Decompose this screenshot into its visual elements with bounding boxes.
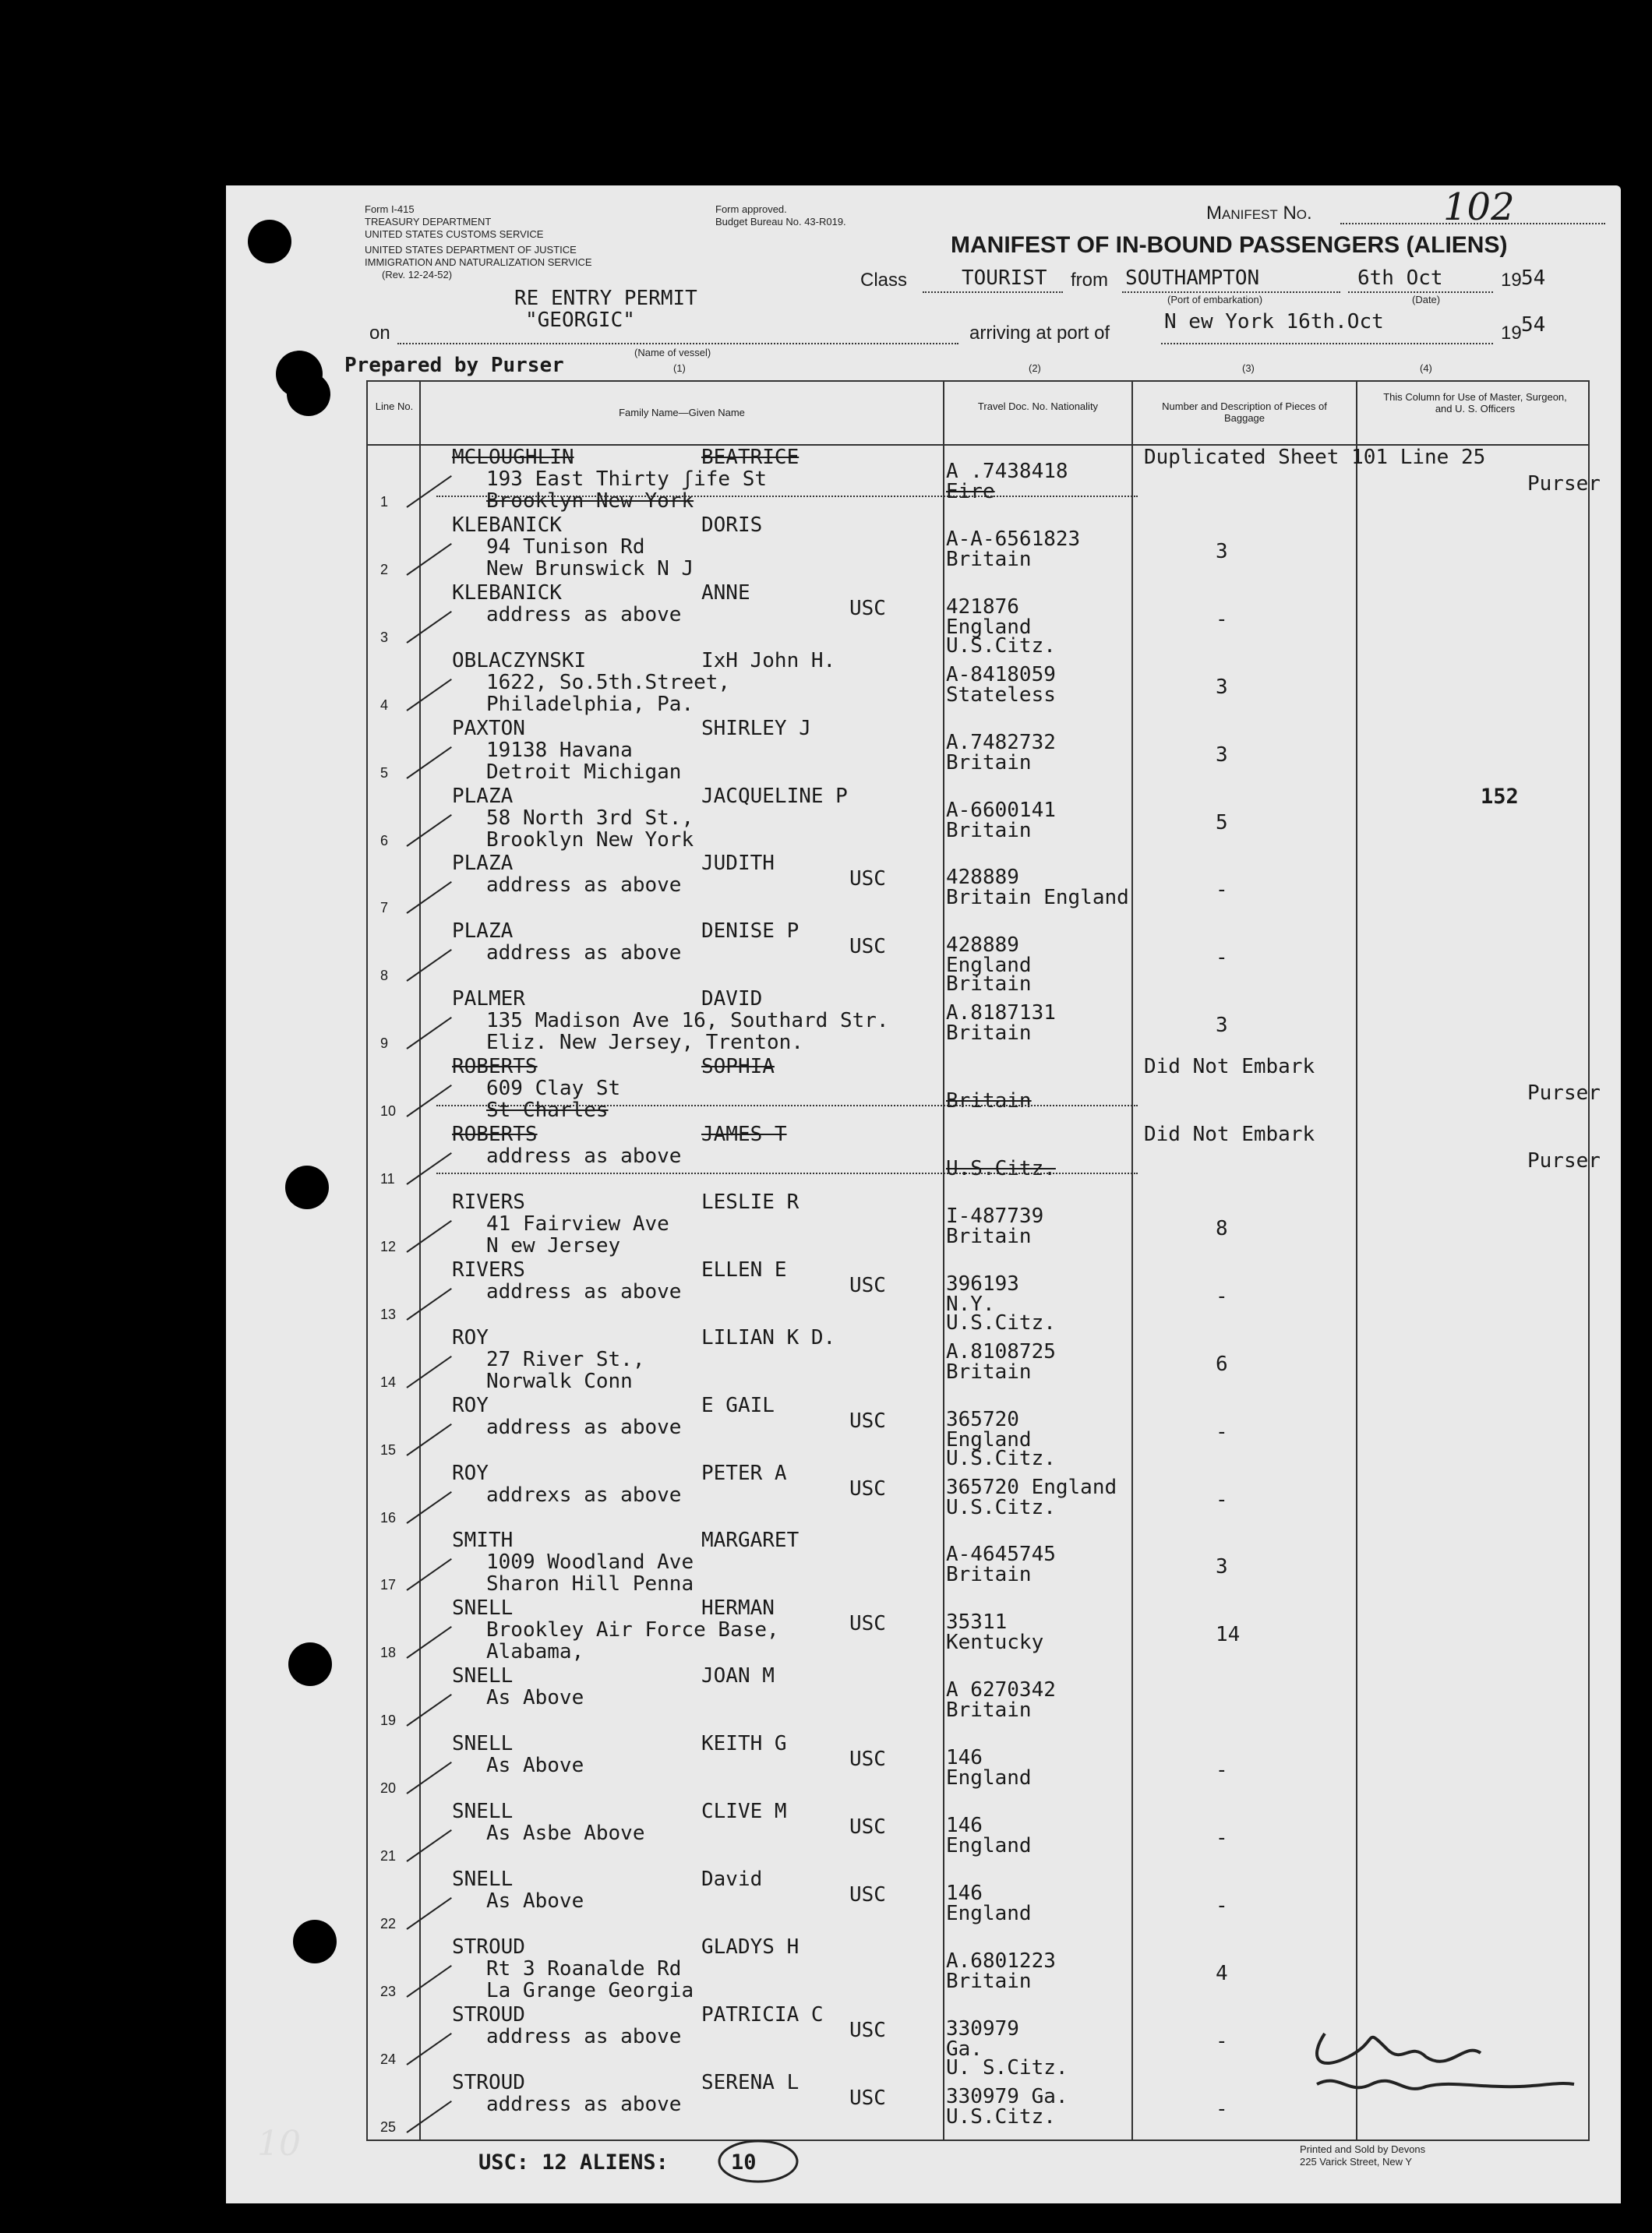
address-line-1: address as above — [486, 2024, 682, 2048]
address-line-1: 1622, So.5th.Street, — [486, 670, 731, 694]
nationality: England — [946, 1834, 1032, 1857]
year-value: 54 — [1521, 266, 1546, 290]
address-line-1: address as above — [486, 1279, 682, 1303]
col-header-officers: This Column for Use of Master, Surgeon, and U. S. Officers — [1383, 391, 1567, 414]
col-number-1: (1) — [673, 362, 686, 374]
given-name: SHIRLEY J — [701, 716, 811, 740]
family-name: PLAZA — [452, 852, 514, 876]
travel-doc-no: 146 — [946, 1814, 983, 1837]
nationality: Ga. — [946, 2037, 983, 2061]
travel-doc-no: A 6270342 — [946, 1678, 1056, 1702]
address-line-1: As Above — [486, 1754, 584, 1778]
line-number: 9 — [380, 1035, 389, 1052]
baggage: - — [1216, 2097, 1228, 2121]
line-number: 8 — [380, 968, 389, 984]
nationality: U.S.Citz. — [946, 2104, 1056, 2129]
travel-doc-no: 428889 — [946, 866, 1019, 890]
nationality: Eire — [946, 480, 995, 503]
baggage: - — [1216, 1893, 1228, 1917]
given-name: PETER A — [701, 1461, 787, 1485]
baggage: Did Not Embark — [1144, 1055, 1315, 1079]
punch-hole — [248, 220, 291, 263]
family-name: ROY — [452, 1393, 489, 1417]
given-name: ELLEN E — [701, 1258, 787, 1282]
dept-line: TREASURY DEPARTMENT — [365, 216, 492, 228]
date-caption: (Date) — [1412, 294, 1441, 305]
address-line-1: address as above — [486, 941, 682, 965]
travel-doc-no: A.6801223 — [946, 1949, 1056, 1973]
col-header-name: Family Name—Given Name — [619, 407, 745, 418]
family-name: STROUD — [452, 1935, 525, 1959]
family-name: ROBERTS — [452, 1123, 538, 1146]
form-number: Form I-415 — [365, 203, 415, 215]
address-line-2: Philadelphia, Pa. — [486, 692, 694, 716]
family-name: OBLACZYNSKI — [452, 648, 587, 672]
totals-label: USC: 12 ALIENS: — [478, 2150, 669, 2175]
on-label: on — [369, 323, 390, 344]
address-line-1: As Above — [486, 1889, 584, 1913]
vessel-line-1: RE ENTRY PERMIT — [514, 287, 697, 310]
officer-note: 152 — [1481, 784, 1519, 809]
nationality-note: U.S.Citz. — [946, 633, 1056, 658]
travel-doc-no: 428889 — [946, 933, 1019, 958]
table-bottom-rule — [366, 2140, 1590, 2141]
class-value: TOURIST — [962, 266, 1047, 290]
address-line-2: La Grange Georgia — [486, 1978, 694, 2002]
line-number: 12 — [380, 1238, 397, 1254]
class-label: Class — [860, 270, 908, 291]
nationality: Britain — [946, 1563, 1032, 1587]
given-name: MARGARET — [701, 1529, 800, 1553]
nationality: N.Y. — [946, 1292, 995, 1316]
baggage: Duplicated Sheet 101 Line 25 — [1144, 446, 1486, 469]
baggage: - — [1216, 1759, 1228, 1783]
travel-doc-no: I-487739 — [946, 1204, 1044, 1228]
date-value: 6th Oct — [1357, 266, 1443, 290]
given-name: DORIS — [701, 513, 763, 537]
nationality: Britain England — [946, 886, 1129, 910]
baggage: 3 — [1216, 539, 1228, 563]
year-value-2: 54 — [1521, 313, 1546, 337]
dept-line: UNITED STATES CUSTOMS SERVICE — [365, 228, 544, 240]
family-name: PALMER — [452, 987, 525, 1011]
col-header-baggage: Number and Description of Pieces of Baggage — [1162, 400, 1327, 424]
vessel-caption: (Name of vessel) — [634, 347, 711, 358]
table-top-rule — [366, 380, 1590, 382]
family-name: ROY — [452, 1325, 489, 1349]
address-line-1: 58 North 3rd St., — [486, 806, 694, 830]
line-number: 13 — [380, 1306, 397, 1322]
nationality: U.S.Citz. — [946, 1495, 1056, 1519]
given-name: JAMES T — [701, 1123, 787, 1146]
nationality-note: Britain — [946, 972, 1032, 997]
address-line-2: Norwalk Conn — [486, 1369, 633, 1393]
given-name: ANNE — [701, 580, 750, 605]
nationality-note: U.S.Citz. — [946, 1311, 1056, 1335]
given-name: LILIAN K D. — [701, 1325, 836, 1349]
travel-doc-no: 396193 — [946, 1272, 1019, 1296]
manifest-no-label: Manifest No. — [1206, 203, 1312, 224]
nationality: Britain — [946, 1021, 1032, 1046]
usc-marker: USC — [849, 1815, 886, 1839]
nationality: U.S.Citz. — [946, 1157, 1056, 1180]
nationality: Britain — [946, 1224, 1032, 1248]
address-line-1: 27 River St., — [486, 1347, 645, 1371]
year-prefix: 19 — [1501, 270, 1522, 291]
travel-doc-no: 146 — [946, 1881, 983, 1905]
usc-marker: USC — [849, 867, 886, 891]
given-name: LESLIE R — [701, 1190, 800, 1214]
family-name: ROY — [452, 1461, 489, 1485]
dept-line: IMMIGRATION AND NATURALIZATION SERVICE — [365, 256, 592, 268]
punch-hole — [287, 372, 330, 416]
usc-marker: USC — [849, 1882, 886, 1907]
address-line-1: 1009 Woodland Ave — [486, 1550, 694, 1575]
cancel-dashes — [436, 1105, 1138, 1106]
usc-marker: USC — [849, 935, 886, 959]
baggage: 3 — [1216, 743, 1228, 767]
port-embark-caption: (Port of embarkation) — [1167, 294, 1263, 305]
from-label: from — [1071, 270, 1108, 291]
line-number: 22 — [380, 1915, 397, 1931]
usc-marker: USC — [849, 2086, 886, 2110]
line-number: 10 — [380, 1103, 397, 1120]
baggage: 6 — [1216, 1352, 1228, 1376]
usc-marker: USC — [849, 1748, 886, 1772]
travel-doc-no: 35311 — [946, 1610, 1008, 1635]
usc-marker: USC — [849, 1273, 886, 1297]
given-name: DENISE P — [701, 919, 800, 944]
travel-doc-no: A.8108725 — [946, 1339, 1056, 1363]
family-name: RIVERS — [452, 1258, 525, 1282]
usc-marker: USC — [849, 2018, 886, 2042]
line-number: 15 — [380, 1441, 397, 1458]
col-number-4: (4) — [1420, 362, 1432, 374]
nationality: Britain — [946, 750, 1032, 774]
travel-doc-no: A-A-6561823 — [946, 527, 1081, 551]
baggage: 3 — [1216, 675, 1228, 699]
nationality: Britain — [946, 1089, 1032, 1113]
address-line-2: N ew Jersey — [486, 1233, 621, 1258]
family-name: STROUD — [452, 2002, 525, 2027]
given-name: DAVID — [701, 987, 763, 1011]
given-name: GLADYS H — [701, 1935, 800, 1959]
baggage: - — [1216, 607, 1228, 631]
budget-bureau: Budget Bureau No. 43-R019. — [715, 216, 846, 228]
col-header-line-no: Line No. — [375, 400, 414, 412]
travel-doc-no: A-4645745 — [946, 1543, 1056, 1567]
address-line-1: As Above — [486, 1686, 584, 1710]
usc-marker: USC — [849, 1612, 886, 1636]
line-number: 11 — [380, 1171, 395, 1187]
nationality: England — [946, 1901, 1032, 1925]
given-name: JOAN M — [701, 1664, 775, 1688]
col-header-travel-doc: Travel Doc. No. Nationality — [977, 400, 1099, 412]
family-name: PAXTON — [452, 716, 525, 740]
line-number: 5 — [380, 764, 389, 781]
col-divider — [419, 380, 421, 2141]
travel-doc-no: 330979 — [946, 2016, 1019, 2041]
address-line-1: address as above — [486, 1415, 682, 1439]
line-number: 23 — [380, 1983, 397, 1999]
family-name: KLEBANICK — [452, 513, 562, 537]
col-divider — [1131, 380, 1133, 2141]
cancel-dashes — [436, 496, 1138, 497]
address-line-2: Alabama, — [486, 1640, 584, 1664]
year-prefix-2: 19 — [1501, 323, 1522, 344]
family-name: PLAZA — [452, 919, 514, 944]
line-number: 19 — [380, 1713, 397, 1729]
baggage: 14 — [1216, 1623, 1241, 1647]
line-number: 4 — [380, 697, 389, 713]
usc-marker: USC — [849, 596, 886, 620]
punch-hole — [288, 1642, 332, 1686]
line-number: 20 — [380, 1780, 397, 1797]
nationality-note: U.S.Citz. — [946, 1446, 1056, 1470]
family-name: SMITH — [452, 1529, 514, 1553]
address-line-1: address as above — [486, 873, 682, 898]
line-number: 17 — [380, 1577, 397, 1593]
address-line-1: Brookley Air Force Base, — [486, 1618, 779, 1642]
address-line-1: 193 East Thirty ʃife St — [486, 467, 768, 491]
given-name: David — [701, 1867, 763, 1891]
travel-doc-no: A .7438418 — [946, 460, 1068, 483]
line-number: 6 — [380, 832, 389, 848]
family-name: STROUD — [452, 2070, 525, 2094]
address-line-1: 135 Madison Ave 16, Southard Str. — [486, 1009, 889, 1033]
given-name: JUDITH — [701, 852, 775, 876]
given-name: IxH John H. — [701, 648, 836, 672]
nationality: Britain — [946, 1699, 1032, 1723]
given-name: BEATRICE — [701, 446, 800, 469]
address-line-2: Detroit Michigan — [486, 760, 682, 784]
form-approved: Form approved. — [715, 203, 787, 215]
prepared-by: Prepared by Purser — [344, 354, 564, 377]
travel-doc-no: A.8187131 — [946, 1001, 1056, 1025]
officer-note: Purser — [1527, 1149, 1601, 1173]
line-number: 3 — [380, 629, 389, 645]
margin-count: 10 — [257, 2124, 301, 2164]
line-number: 24 — [380, 2051, 397, 2067]
line-number: 14 — [380, 1374, 397, 1390]
address-line-2: Brooklyn New York — [486, 827, 694, 852]
travel-doc-no: 330979 Ga. — [946, 2084, 1068, 2108]
travel-doc-no: 365720 — [946, 1407, 1019, 1431]
baggage: - — [1216, 1420, 1228, 1444]
arriving-value: N ew York 16th.Oct — [1164, 310, 1384, 333]
page-title: MANIFEST OF IN-BOUND PASSENGERS (ALIENS) — [951, 232, 1508, 258]
aliens-total: 10 — [731, 2150, 757, 2175]
baggage: - — [1216, 1284, 1228, 1308]
given-name: SOPHIA — [701, 1055, 775, 1079]
baggage: - — [1216, 1826, 1228, 1850]
address-line-1: 94 Tunison Rd — [486, 534, 645, 559]
travel-doc-no: A.7482732 — [946, 730, 1056, 754]
line-number: 1 — [380, 494, 389, 510]
from-value: SOUTHAMPTON — [1125, 266, 1260, 290]
line-number: 18 — [380, 1645, 397, 1661]
cancel-dashes — [436, 1173, 1138, 1174]
table-left-rule — [366, 380, 368, 2141]
family-name: SNELL — [452, 1867, 514, 1891]
purser-signature-mark — [1294, 2010, 1590, 2111]
nationality: Britain — [946, 818, 1032, 842]
punch-hole — [285, 1166, 329, 1209]
address-line-1: 41 Fairview Ave — [486, 1212, 669, 1236]
address-line-1: addrexs as above — [486, 1483, 682, 1507]
address-line-1: address as above — [486, 2092, 682, 2116]
nationality: Kentucky — [946, 1631, 1044, 1655]
address-line-1: 609 Clay St — [486, 1077, 621, 1101]
baggage: 3 — [1216, 1014, 1228, 1038]
baggage: 3 — [1216, 1555, 1228, 1579]
printer-line-2: 225 Varick Street, New Y — [1300, 2156, 1413, 2168]
given-name: PATRICIA C — [701, 2002, 824, 2027]
usc-marker: USC — [849, 1476, 886, 1501]
officer-note: Purser — [1527, 472, 1601, 496]
given-name: KEITH G — [701, 1732, 787, 1756]
arriving-label: arriving at port of — [969, 323, 1110, 344]
given-name: CLIVE M — [701, 1800, 787, 1823]
family-name: MCLOUGHLIN — [452, 446, 574, 469]
nationality: England — [946, 1766, 1032, 1790]
family-name: SNELL — [452, 1596, 514, 1621]
line-number: 25 — [380, 2118, 397, 2135]
travel-doc-no: A-6600141 — [946, 798, 1056, 822]
nationality: England — [946, 954, 1032, 978]
address-line-1: Rt 3 Roanalde Rd — [486, 1956, 682, 1981]
nationality: Stateless — [946, 683, 1056, 707]
table-right-rule — [1588, 380, 1590, 2141]
officer-note: Purser — [1527, 1081, 1601, 1106]
nationality: Britain — [946, 547, 1032, 571]
travel-doc-no: 421876 — [946, 594, 1019, 619]
family-name: ROBERTS — [452, 1055, 538, 1079]
baggage: 4 — [1216, 1961, 1228, 1985]
nationality: Britain — [946, 1969, 1032, 1993]
travel-doc-no: A-8418059 — [946, 662, 1056, 686]
baggage: - — [1216, 1487, 1228, 1512]
usc-marker: USC — [849, 1409, 886, 1433]
given-name: SERENA L — [701, 2070, 800, 2094]
address-line-1: address as above — [486, 1145, 682, 1168]
nationality: England — [946, 1427, 1032, 1452]
vessel-line-2: "GEORGIC" — [525, 309, 635, 332]
baggage: - — [1216, 946, 1228, 970]
baggage: - — [1216, 2029, 1228, 2053]
address-line-2: New Brunswick N J — [486, 556, 694, 580]
dept-line: UNITED STATES DEPARTMENT OF JUSTICE — [365, 244, 577, 256]
nationality: Britain — [946, 1360, 1032, 1384]
line-number: 21 — [380, 1848, 397, 1864]
nationality: England — [946, 615, 1032, 639]
line-number: 7 — [380, 900, 389, 916]
address-line-2: Sharon Hill Penna — [486, 1572, 694, 1596]
punch-hole — [293, 1920, 337, 1963]
address-line-2: St Charles — [486, 1099, 609, 1123]
line-number: 16 — [380, 1509, 397, 1526]
given-name: HERMAN — [701, 1596, 775, 1621]
aliens-circle — [715, 2138, 801, 2185]
baggage: 5 — [1216, 810, 1228, 834]
family-name: SNELL — [452, 1664, 514, 1688]
family-name: SNELL — [452, 1732, 514, 1756]
family-name: SNELL — [452, 1800, 514, 1823]
printer-line-1: Printed and Sold by Devons — [1300, 2143, 1426, 2155]
travel-doc-no: 365720 England — [946, 1475, 1117, 1499]
manifest-no-value: 102 — [1443, 185, 1515, 229]
address-line-1: As Asbe Above — [486, 1822, 645, 1845]
col-divider — [1356, 380, 1357, 2141]
col-divider — [943, 380, 944, 2141]
address-line-1: address as above — [486, 602, 682, 626]
family-name: PLAZA — [452, 784, 514, 808]
baggage: Did Not Embark — [1144, 1123, 1315, 1146]
address-line-2: Eliz. New Jersey, Trenton. — [486, 1031, 803, 1055]
family-name: KLEBANICK — [452, 580, 562, 605]
family-name: RIVERS — [452, 1190, 525, 1214]
line-number: 2 — [380, 561, 389, 577]
baggage: 8 — [1216, 1216, 1228, 1240]
address-line-1: 19138 Havana — [486, 738, 633, 762]
dept-line: (Rev. 12-24-52) — [382, 269, 453, 280]
nationality-note: U. S.Citz. — [946, 2055, 1068, 2080]
address-line-2: Brooklyn New York — [486, 489, 694, 513]
given-name: JACQUELINE P — [701, 784, 848, 808]
baggage: - — [1216, 878, 1228, 902]
col-number-2: (2) — [1029, 362, 1041, 374]
col-number-3: (3) — [1242, 362, 1255, 374]
travel-doc-no: 146 — [946, 1746, 983, 1770]
given-name: E GAIL — [701, 1393, 775, 1417]
